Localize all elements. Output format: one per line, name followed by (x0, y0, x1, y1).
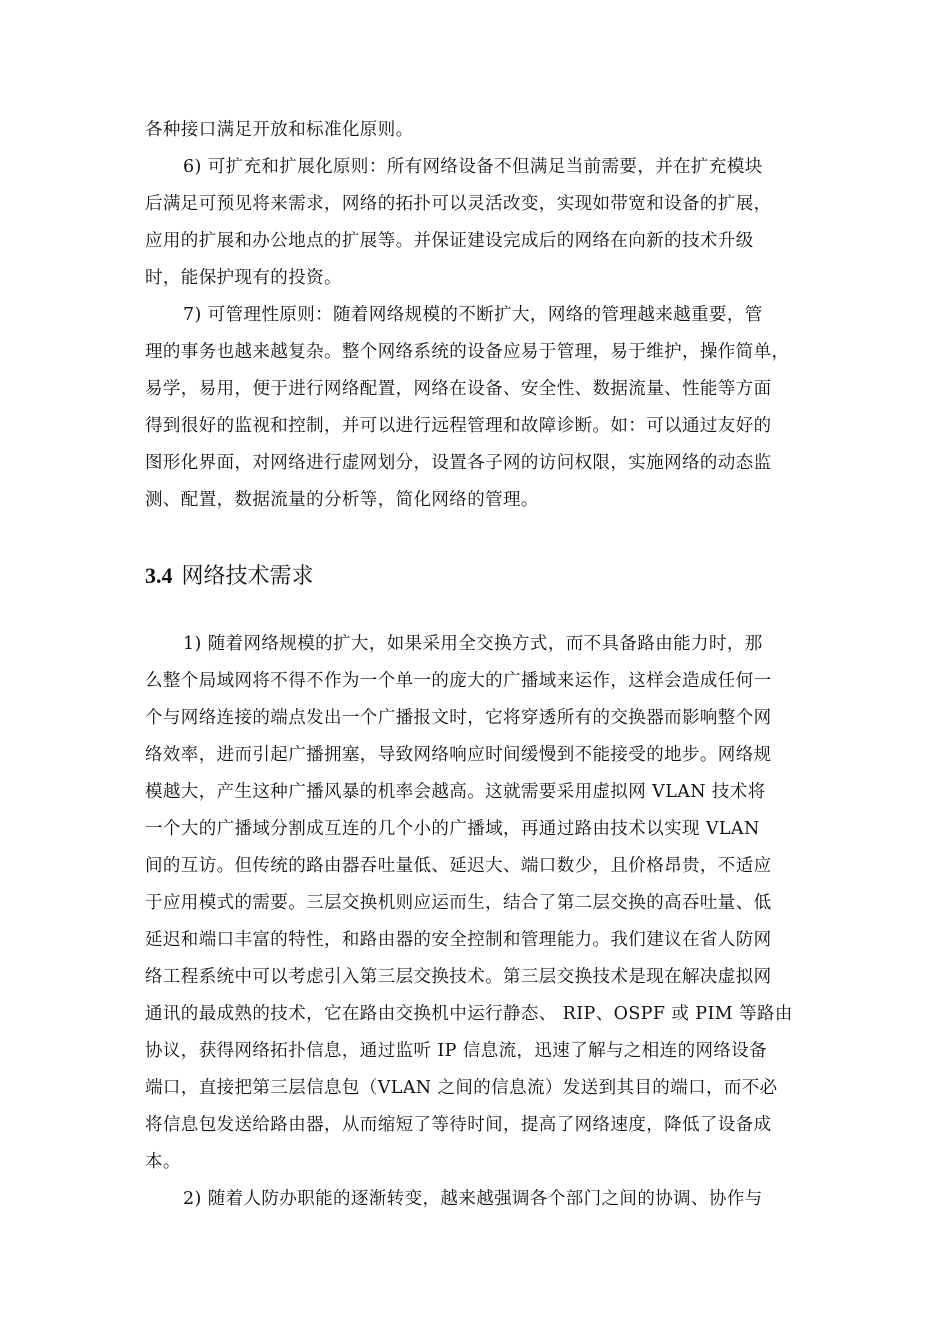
text-line: 络效率，进而引起广播拥塞，导致网络响应时间缓慢到不能接受的地步。网络规 (145, 745, 772, 765)
text-line: 协议，获得网络拓扑信息，通过监听 IP 信息流，迅速了解与之相连的网络设备 (145, 1041, 768, 1061)
text-line: 6) 可扩充和扩展化原则：所有网络设备不但满足当前需要，并在扩充模块 (183, 157, 763, 177)
text-line: 通讯的最成熟的技术，它在路由交换机中运行静态、 RIP、OSPF 或 PIM 等路由 (145, 1004, 793, 1024)
section-number: 3.4 (145, 563, 173, 588)
body-text-section-1 (145, 112, 808, 519)
text-line: 本。 (145, 1152, 181, 1172)
text-line: 应用的扩展和办公地点的扩展等。并保证建设完成后的网络在向新的技术升级 (145, 231, 754, 251)
text-line: 7) 可管理性原则：随着网络规模的不断扩大，网络的管理越来越重要，管 (183, 305, 763, 325)
text-line: 于应用模式的需要。三层交换机则应运而生，结合了第二层交换的高吞吐量、低 (145, 893, 772, 913)
text-line: 易学，易用，便于进行网络配置，网络在设备、安全性、数据流量、性能等方面 (145, 379, 772, 399)
text-line: 后满足可预见将来需求，网络的拓扑可以灵活改变，实现如带宽和设备的扩展， (145, 194, 772, 214)
text-line: 各种接口满足开放和标准化原则。 (145, 120, 414, 140)
text-line: 端口，直接把第三层信息包（VLAN 之间的信息流）发送到其目的端口，而不必 (145, 1078, 778, 1098)
text-line: 测、配置，数据流量的分析等，简化网络的管理。 (145, 490, 539, 510)
text-line: 理的事务也越来越复杂。整个网络系统的设备应易于管理，易于维护，操作简单， (145, 342, 790, 362)
text-line: 间的互访。但传统的路由器吞吐量低、延迟大、端口数少，且价格昂贵，不适应 (145, 856, 772, 876)
text-line: 延迟和端口丰富的特性，和路由器的安全控制和管理能力。我们建议在省人防网 (145, 930, 772, 950)
text-line: 1) 随着网络规模的扩大，如果采用全交换方式，而不具备路由能力时，那 (183, 634, 763, 654)
text-line: 2) 随着人防办职能的逐渐转变，越来越强调各个部门之间的协调、协作与 (183, 1189, 763, 1209)
section-heading (145, 556, 314, 597)
text-line: 图形化界面，对网络进行虚网划分，设置各子网的访问权限，实施网络的动态监 (145, 453, 772, 473)
text-line: 得到很好的监视和控制，并可以进行远程管理和故障诊断。如：可以通过友好的 (145, 416, 772, 436)
text-line: 将信息包发送给路由器，从而缩短了等待时间，提高了网络速度，降低了设备成 (145, 1115, 772, 1135)
text-line: 么整个局域网将不得不作为一个单一的庞大的广播域来运作，这样会造成任何一 (145, 671, 772, 691)
text-line: 模越大，产生这种广播风暴的机率会越高。这就需要采用虚拟网 VLAN 技术将 (145, 782, 766, 802)
body-text-section-2 (145, 626, 808, 1218)
text-line: 时，能保护现有的投资。 (145, 268, 342, 288)
text-line: 个与网络连接的端点发出一个广播报文时，它将穿透所有的交换器而影响整个网 (145, 708, 772, 728)
section-title: 网络技术需求 (181, 564, 314, 589)
text-line: 络工程系统中可以考虑引入第三层交换技术。第三层交换技术是现在解决虚拟网 (145, 967, 772, 987)
text-line: 一个大的广播域分割成互连的几个小的广播域，再通过路由技术以实现 VLAN (145, 819, 760, 839)
